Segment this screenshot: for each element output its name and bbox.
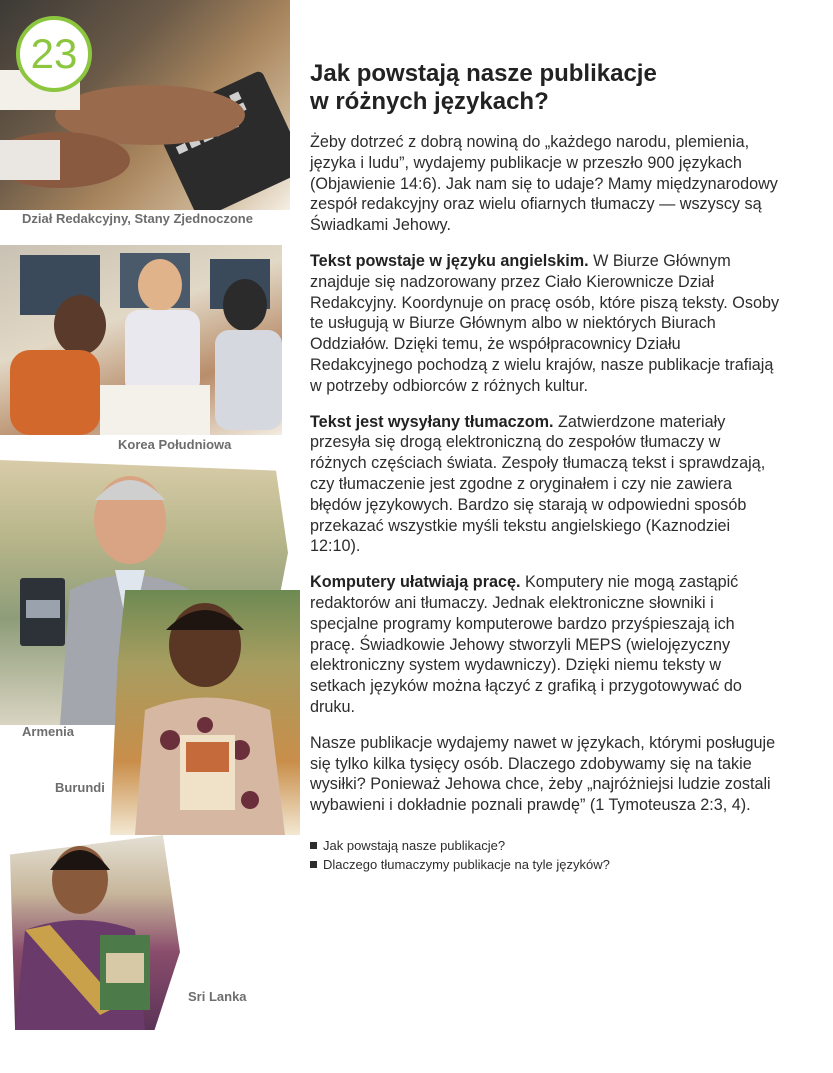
section-computers-text: Komputery nie mogą zastąpić redaktorów ani tłumaczy. Jednak elektroniczne słowniki i specjalne programy komputerowe bardzo przyśpieszają ich pracę. Świadkowie Jehowy stworzyli MEPS (wielojęzyczny elektroniczny system wydawniczy). Dzięki niemu teksty w setkach języków można łączyć z grafiką i przygotowywać do druku.: [310, 573, 742, 716]
lesson-number-badge: [16, 16, 92, 92]
lesson-number: 23: [30, 30, 78, 77]
section-translators: [310, 412, 780, 558]
caption-srilanka: Sri Lanka: [188, 989, 247, 1004]
photo-office-korea: [0, 245, 282, 435]
title-line-1: Jak powstają nasze publikacje: [310, 60, 657, 87]
review-question-text: Dlaczego tłumaczymy publikacje na tyle języków?: [323, 856, 610, 872]
title-line-2: w różnych językach?: [310, 88, 549, 115]
photo-srilanka: [10, 835, 180, 1030]
caption-typing: Dział Redakcyjny, Stany Zjednoczone: [22, 211, 253, 226]
article-content: [310, 60, 780, 874]
caption-burundi: Burundi: [55, 780, 105, 795]
burundi-woman-illustration: [110, 590, 300, 835]
section-computers-heading: Komputery ułatwiają pracę.: [310, 573, 521, 592]
section-editing: [310, 251, 780, 397]
bullet-square-icon: [310, 861, 317, 868]
review-question: [310, 836, 780, 855]
section-editing-text: W Biurze Głównym znajduje się nadzorowany przez Ciało Kierownicze Dział Redakcyjny. Koordynuje on pracę osób, które piszą teksty. Osoby te usługują w Biurze Głównym albo w niektórych Biurach Oddziałów. Dzięki temu, że współpracownicy Działu Redakcyjnego pochodzą z wielu krajów, nasze publikacje trafiają w potrzeby odbiorców z różnych kultur.: [310, 251, 780, 395]
article-title: [310, 60, 780, 116]
caption-office: Korea Południowa: [118, 437, 232, 452]
review-questions: [310, 836, 780, 874]
closing-paragraph: Nasze publikacje wydajemy nawet w językach, którymi posługuje się tylko kilka tysięcy osób. Dlaczego zdobywamy się na takie wysiłki? Ponieważ Jehowa chce, żeby „najróżniejsi ludzie zostali wybawieni i dokładnie poznali prawdę” (1 Tymoteusza 2:3, 4).: [310, 733, 776, 815]
intro-paragraph: Żeby dotrzeć z dobrą nowiną do „każdego narodu, plemienia, języka i ludu”, wydajemy publikacje w przeszło 900 językach (Objawienie 14:6). Jak nam się to udaje? Mamy międzynarodowy zespół redakcyjny oraz wielu ofiarnych tłumaczy — wszyscy są Świadkami Jehowy.: [310, 133, 778, 235]
review-question-text: Jak powstają nasze publikacje?: [323, 837, 506, 853]
review-question: [310, 855, 780, 874]
section-computers: [310, 572, 780, 718]
section-translators-text: Zatwierdzone materiały przesyła się drogą elektroniczną do zespołów tłumaczy w różnych częściach świata. Zespoły tłumaczą tekst i sprawdzają, czy tłumaczenie jest zgodne z oryginałem i czy nie zawiera błędów językowych. Bardzo się starają w odpowiedni sposób przekazać wszystkie myśli tekstu angielskiego (Kaznodziei 12:10).: [310, 412, 766, 556]
office-meeting-illustration: [0, 245, 282, 435]
srilanka-woman-illustration: [10, 835, 180, 1030]
photo-column: [0, 0, 300, 1073]
section-translators-heading: Tekst jest wysyłany tłumaczom.: [310, 412, 554, 431]
bullet-square-icon: [310, 842, 317, 849]
caption-armenia: Armenia: [22, 724, 75, 739]
photo-burundi: [110, 590, 300, 835]
section-editing-heading: Tekst powstaje w języku angielskim.: [310, 251, 589, 270]
